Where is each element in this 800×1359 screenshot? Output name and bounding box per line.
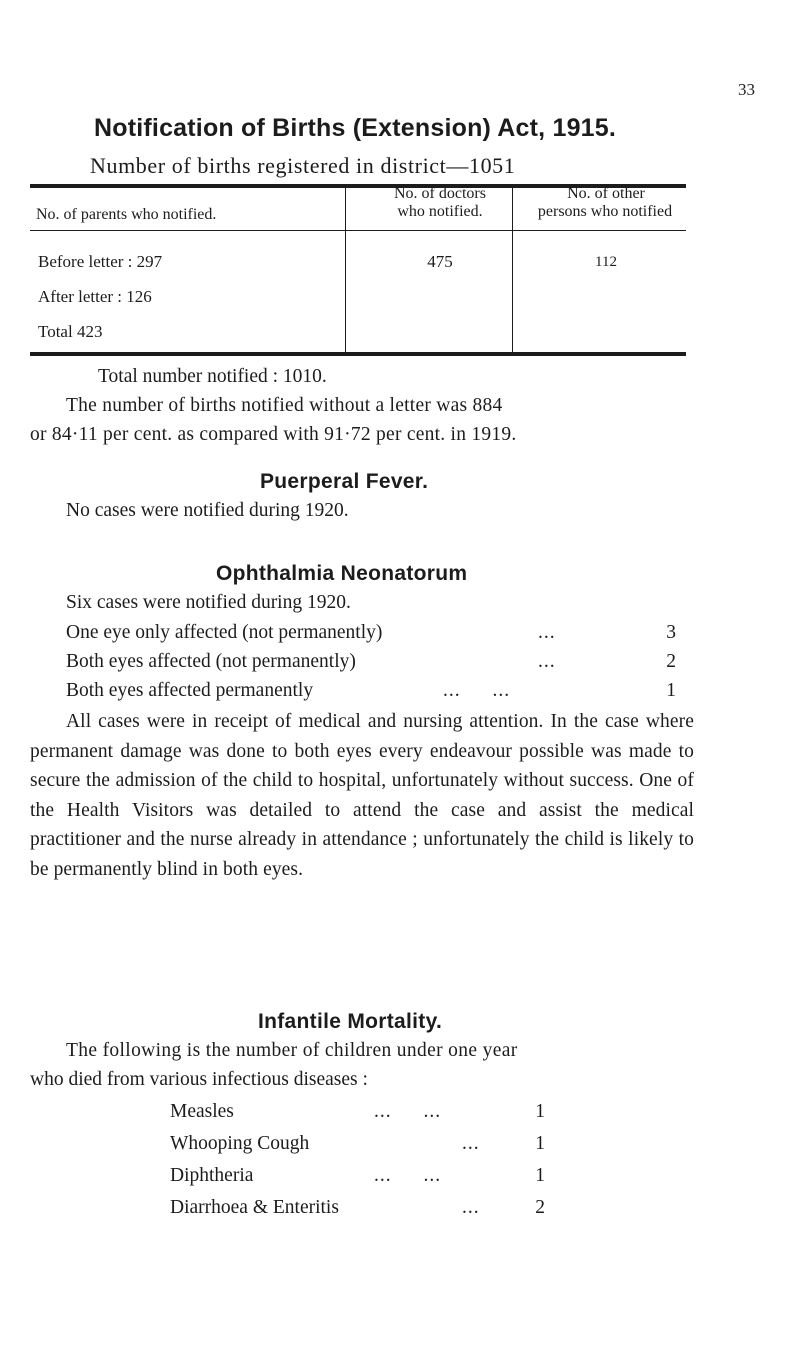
puerperal-fever-heading: Puerperal Fever. bbox=[260, 470, 429, 493]
disease-label: Measles bbox=[170, 1101, 234, 1122]
disease-dots: ... ... bbox=[374, 1101, 442, 1122]
page-number: 33 bbox=[738, 80, 755, 99]
ophthalmia-heading: Ophthalmia Neonatorum bbox=[216, 562, 468, 585]
puerperal-fever-text: No cases were notified during 1920. bbox=[66, 500, 349, 521]
ophthalmia-intro: Six cases were notified during 1920. bbox=[66, 592, 351, 613]
disease-dots: ... bbox=[462, 1133, 480, 1154]
total-notified: Total number notified : 1010. bbox=[98, 366, 327, 387]
disease-value: 1 bbox=[535, 1133, 545, 1154]
infantile-intro-line2: who died from various infectious diseases : bbox=[30, 1069, 368, 1090]
notification-text-line1: The number of births notified without a letter was 884 bbox=[66, 395, 503, 416]
header-doctors-line1: No. of doctors bbox=[394, 185, 486, 202]
table-row-after-letter: After letter : 126 bbox=[38, 287, 152, 306]
table-row-total: Total 423 bbox=[38, 322, 103, 341]
table-column-divider-1 bbox=[345, 188, 346, 356]
disease-label: Diarrhoea & Enteritis bbox=[170, 1197, 339, 1218]
header-others-line1: No. of other bbox=[567, 185, 645, 202]
disease-dots: ... bbox=[462, 1197, 480, 1218]
infantile-intro-line1: The following is the number of children under one year bbox=[66, 1040, 518, 1061]
births-registered-subtitle: Number of births registered in district—1051 bbox=[90, 153, 516, 178]
ophthalmia-row-dots: ... bbox=[538, 651, 556, 672]
table-row-before-letter: Before letter : 297 bbox=[38, 252, 163, 271]
ophthalmia-row-value: 1 bbox=[666, 680, 676, 701]
header-parents: No. of parents who notified. bbox=[36, 206, 217, 223]
table-bottom-rule bbox=[30, 352, 686, 356]
disease-label: Diphtheria bbox=[170, 1165, 254, 1186]
disease-value: 2 bbox=[535, 1197, 545, 1218]
others-value: 112 bbox=[595, 254, 617, 270]
ophthalmia-row-label: One eye only affected (not permanently) bbox=[66, 622, 383, 643]
ophthalmia-row-dots: ... bbox=[538, 622, 556, 643]
ophthalmia-row-value: 2 bbox=[666, 651, 676, 672]
table-column-divider-2 bbox=[512, 188, 513, 356]
page-title: Notification of Births (Extension) Act, 1915. bbox=[94, 114, 617, 142]
disease-value: 1 bbox=[535, 1165, 545, 1186]
ophthalmia-row-label: Both eyes affected (not permanently) bbox=[66, 651, 356, 672]
ophthalmia-paragraph: All cases were in receipt of medical and nursing attention. In the case where permanent damage was done to both eyes every endeavour possible was made to secure the admission of the child to hospital, unfortunately without success. One of the Health Visitors was detailed to attend the case and assist the medical practitioner and the nurse already in attendance ; unfortunately the child is likely to be permanently blind in both eyes. bbox=[30, 711, 694, 880]
disease-dots: ... ... bbox=[374, 1165, 442, 1186]
table-header-rule bbox=[30, 230, 686, 231]
doctors-value: 475 bbox=[427, 252, 453, 271]
ophthalmia-row-dots: ... ... bbox=[443, 680, 511, 701]
ophthalmia-row-value: 3 bbox=[666, 622, 676, 643]
header-others-line2: persons who notified bbox=[537, 203, 673, 220]
disease-value: 1 bbox=[535, 1101, 545, 1122]
infantile-mortality-heading: Infantile Mortality. bbox=[258, 1010, 443, 1033]
header-doctors-line2: who notified. bbox=[397, 203, 483, 220]
notification-text-line2: or 84·11 per cent. as compared with 91·72 per cent. in 1919. bbox=[30, 424, 517, 445]
disease-label: Whooping Cough bbox=[170, 1133, 310, 1154]
ophthalmia-row-label: Both eyes affected permanently bbox=[66, 680, 314, 701]
